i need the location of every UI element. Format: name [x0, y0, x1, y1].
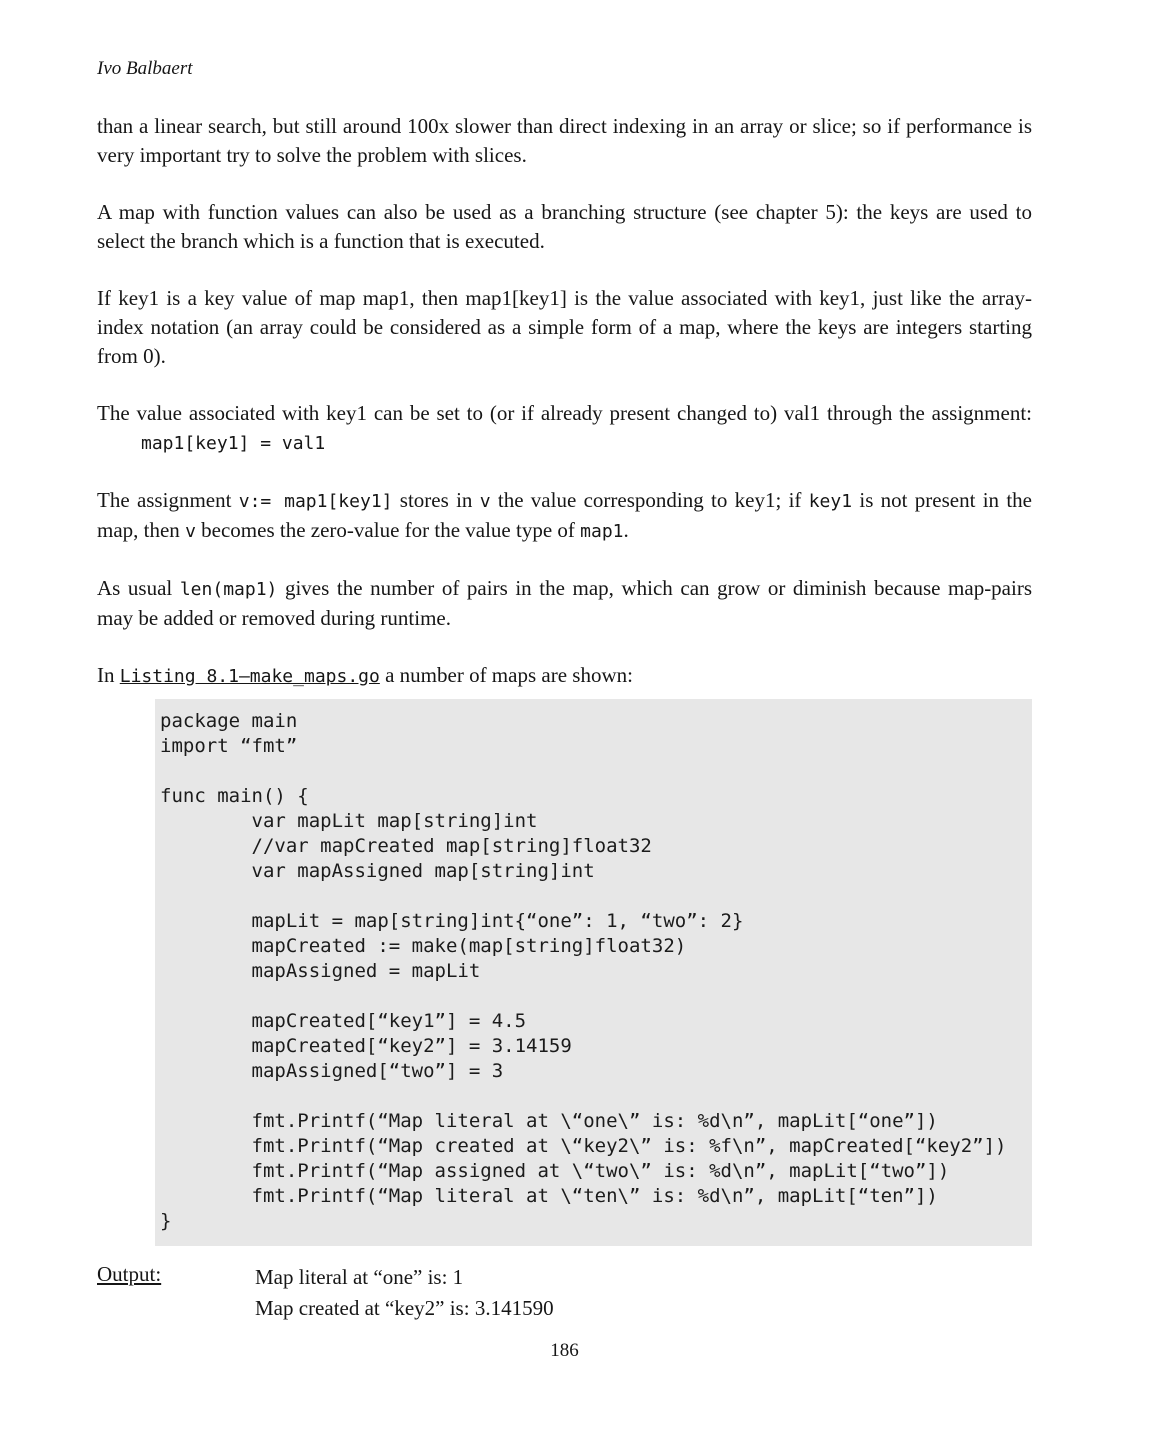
text-run: The value associated with key1 can be set to (or if already present changed to) val1 through the assignment:: [97, 401, 1032, 425]
code-line: [160, 884, 1024, 909]
output-section: [97, 1262, 1032, 1324]
text-run: In: [97, 663, 120, 687]
text-run: As usual: [97, 576, 180, 600]
text-run: is not present in the map, then: [97, 488, 1033, 542]
inline-code: key1: [808, 491, 853, 512]
code-line: [160, 984, 1024, 1009]
code-line: mapCreated[“key2”] = 3.14159: [160, 1035, 572, 1057]
code-line: fmt.Printf(“Map literal at \“one\” is: %d\n”, mapLit[“one”]): [160, 1110, 938, 1132]
paragraph-assignment: [97, 399, 1032, 458]
code-listing-make-maps: [155, 699, 1032, 1246]
code-line: import “fmt”: [160, 735, 298, 757]
page-number: 186: [550, 1340, 579, 1361]
text-run: becomes the zero-value for the value type of: [195, 518, 581, 542]
inline-code: v: [185, 521, 196, 542]
code-line: //var mapCreated map[string]float32: [160, 835, 652, 857]
code-line: [160, 1084, 1024, 1109]
paragraph-len-map: [97, 574, 1032, 633]
code-line: mapCreated := make(map[string]float32): [160, 935, 687, 957]
inline-code: len(map1): [179, 579, 278, 600]
code-line: }: [160, 1210, 172, 1232]
code-line: [160, 759, 1024, 784]
paragraph-key-value: If key1 is a key value of map map1, then map1[key1] is the value associated with key1, just like the array-index notation (an array could be considered as a simple form of a map, where the keys are integers starting from 0).: [97, 286, 1032, 368]
code-line: fmt.Printf(“Map created at \“key2\” is: %f\n”, mapCreated[“key2”]): [160, 1135, 1007, 1157]
text-run: gives the number of pairs in the map, which can grow or diminish because map-pairs may be added or removed during runtime.: [97, 576, 1033, 630]
inline-code: v: [479, 491, 491, 512]
inline-code: map1: [580, 521, 624, 542]
code-line: var mapAssigned map[string]int: [160, 860, 595, 882]
code-line: func main() {: [160, 785, 309, 807]
paragraph-branching: A map with function values can also be used as a branching structure (see chapter 5): the keys are used to select the branch which is a function that is executed.: [97, 200, 1032, 253]
text-run: .: [623, 518, 629, 542]
code-line: fmt.Printf(“Map literal at \“ten\” is: %d\n”, mapLit[“ten”]): [160, 1185, 938, 1207]
code-line: package main: [160, 710, 298, 732]
running-header-author: Ivo Balbaert: [97, 58, 193, 79]
listing-reference: Listing 8.1—make_maps.go: [119, 666, 380, 687]
text-run: a number of maps are shown:: [379, 663, 633, 687]
paragraph-listing-intro: [97, 661, 1032, 691]
inline-code: map1[key1] = val1: [141, 433, 326, 454]
output-label: Output:: [97, 1262, 162, 1286]
text-run: the value corresponding to key1; if: [490, 488, 809, 512]
code-line: mapAssigned[“two”] = 3: [160, 1060, 504, 1082]
paragraph-assignment-v: [97, 486, 1032, 546]
inline-code: v:= map1[key1]: [238, 491, 393, 512]
output-line: Map created at “key2” is: 3.141590: [255, 1296, 554, 1320]
text-run: stores in: [392, 488, 480, 512]
output-lines: [255, 1262, 554, 1324]
code-line: mapLit = map[string]int{“one”: 1, “two”: 2}: [160, 910, 744, 932]
code-line: mapCreated[“key1”] = 4.5: [160, 1010, 527, 1032]
output-line: Map literal at “one” is: 1: [255, 1265, 464, 1289]
code-line: var mapLit map[string]int: [160, 810, 538, 832]
text-run: The assignment: [97, 488, 239, 512]
code-line: mapAssigned = mapLit: [160, 960, 481, 982]
paragraph-performance: than a linear search, but still around 100x slower than direct indexing in an array or slice; so if performance is very important try to solve the problem with slices.: [97, 114, 1032, 167]
code-line: fmt.Printf(“Map assigned at \“two\” is: %d\n”, mapLit[“two”]): [160, 1160, 950, 1182]
